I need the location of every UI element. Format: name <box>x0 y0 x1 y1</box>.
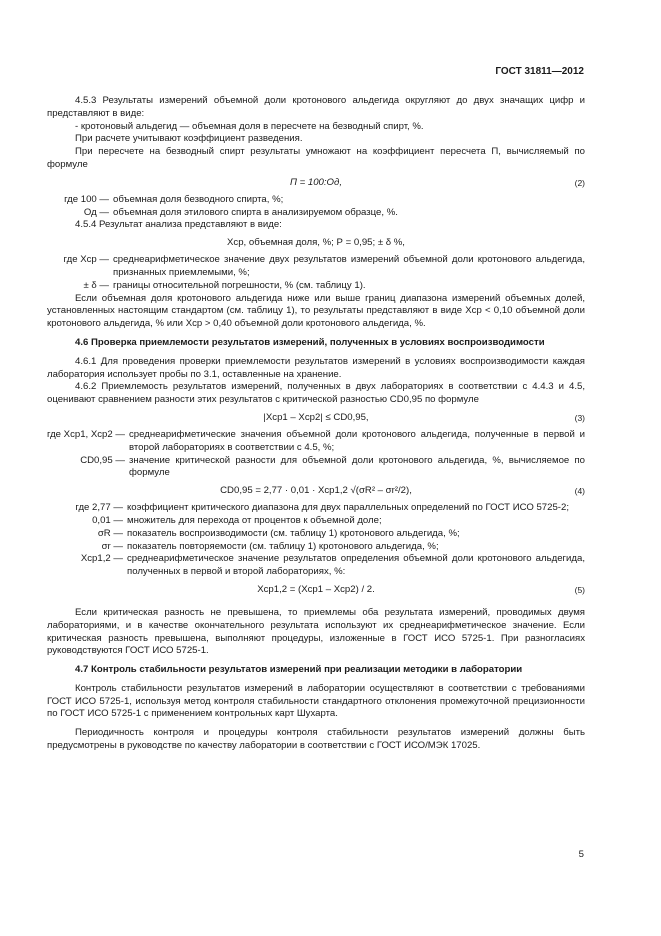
formula-5 <box>47 579 585 607</box>
def-text: значение критической разности для объемной доли кротонового альдегида, %, вычисляемое по формуле <box>129 454 585 479</box>
def-text: множитель для перехода от процентов к объемной доле; <box>127 514 382 526</box>
definitions-formula-4 <box>47 502 585 579</box>
def-text: среднеарифметические значения объемной доли кротонового альдегида, полученные в первой и второй лабораториях в соответствии с 4.5, %; <box>129 428 585 453</box>
paragraph-critical-difference: Если критическая разность не превышена, то приемлемы оба результата измерений, проводимых двумя лабораториями, и в качестве окончательного результата используют их среднеарифметическое значение. Если критическая разность превышена, выполняют процедуры, изложенные в ГОСТ ИСО 5725-1. При разногласиях руководствуются ГОСТ ИСО 5725-1. <box>47 606 585 657</box>
page-number: 5 <box>578 849 584 860</box>
formula-4 <box>47 480 585 502</box>
def-term: где 100 — <box>64 193 109 205</box>
section-heading-4-7: 4.7 Контроль стабильности результатов измерений при реализации методики в лаборатории <box>75 664 523 676</box>
paragraph-4-6-2: 4.6.2 Приемлемость результатов измерений, полученных в двух лабораториях в соответствии с 4.4.3 и 4.5, оценивают сравнением разности этих результатов с критической разностью CD0,95 по формуле <box>47 381 585 406</box>
formula-2-expression: П = 100:Од, <box>290 176 342 188</box>
def-text: среднеарифметическое значение результатов определения объемной доли кротонового альдегида, полученных в первой и второй лабораториях, %: <box>127 553 585 578</box>
formula-4-number: (4) <box>574 486 585 497</box>
def-term: 0,01 — <box>92 514 123 526</box>
paragraph-4-5-4: 4.5.4 Результат анализа представляют в виде: <box>75 219 282 231</box>
def-term: Xср1,2 — <box>80 553 123 565</box>
definitions-result <box>47 254 585 292</box>
page-body <box>47 95 585 753</box>
formula-5-expression: Xср1,2 = (Xср1 – Xср2) / 2. <box>257 583 375 595</box>
formula-3-number: (3) <box>574 412 585 423</box>
paragraph-stability-control: Контроль стабильности результатов измерений в лаборатории осуществляют в соответствии с требованиями ГОСТ ИСО 5725-1, используя метод контроля стабильности стандартного отклонения промежуточной прецизионности по ГОСТ ИСО 5725-1 с применением контрольных карт Шухарта. <box>47 682 585 720</box>
formula-2-number: (2) <box>574 177 585 188</box>
paragraph-out-of-range: Если объемная доля кротонового альдегида ниже или выше границ диапазона измерений объемных долей, установленных настоящим стандартом (см. таблицу 1), то результаты представляют в виде Xср < 0,10 объемной доли кротонового альдегида, % или Xср > 0,40 объемной доли кротонового альдегида, %. <box>47 292 585 330</box>
def-text: показатель воспроизводимости (см. таблицу 1) кротонового альдегида, %; <box>127 527 460 539</box>
paragraph-conversion: При пересчете на безводный спирт результаты умножают на коэффициент пересчета П, вычисляемый по формуле <box>47 146 585 170</box>
result-form <box>47 232 585 254</box>
def-term: CD0,95 — <box>80 454 125 466</box>
formula-3 <box>47 407 585 429</box>
def-term: Од — <box>83 206 109 218</box>
formula-3-expression: |Xср1 – Xср2| ≤ CD0,95, <box>263 411 369 423</box>
def-text: показатель повторяемости (см. таблицу 1) кротонового альдегида, %; <box>127 540 439 552</box>
standard-header: ГОСТ 31811—2012 <box>495 66 584 77</box>
def-term: ± δ — <box>83 279 109 291</box>
def-text: среднеарифметическое значение двух результатов измерений объемной доли кротонового альдегида, признанных приемлемыми, %; <box>113 254 585 278</box>
formula-2 <box>47 172 585 194</box>
def-term: σr — <box>101 540 123 552</box>
def-term: где 2,77 — <box>75 502 123 514</box>
def-term: σR — <box>97 527 123 539</box>
def-text: границы относительной погрешности, % (см. таблицу 1). <box>113 279 366 291</box>
def-term: где Xср1, Xср2 — <box>47 428 125 440</box>
paragraph-periodicity: Периодичность контроля и процедуры контроля стабильности результатов измерений должны быть предусмотрены в руководстве по качеству лаборатории в соответствии с ГОСТ ИСО/МЭК 17025. <box>47 727 585 752</box>
def-text: коэффициент критического диапазона для двух параллельных определений по ГОСТ ИСО 5725-2; <box>127 502 569 514</box>
paragraph-4-5-3: 4.5.3 Результаты измерений объемной доли кротонового альдегида округляют до двух значащих цифр и представляют в виде: <box>47 95 585 119</box>
paragraph-4-6-1: 4.6.1 Для проведения проверки приемлемости результатов измерений в условиях воспроизводимости каждая лаборатория использует пробы по 3.1, оставленные на хранение. <box>47 355 585 380</box>
def-text: объемная доля безводного спирта, %; <box>113 193 284 205</box>
formula-5-number: (5) <box>574 584 585 595</box>
result-form-expression: Xср, объемная доля, %; Р = 0,95; ± δ %, <box>227 237 405 249</box>
definitions-formula-2 <box>47 194 585 220</box>
def-term: где Xср — <box>63 254 109 266</box>
def-text: объемная доля этилового спирта в анализируемом образце, %. <box>113 206 398 218</box>
section-heading-4-6: 4.6 Проверка приемлемости результатов измерений, полученных в условиях воспроизводимости <box>75 336 545 348</box>
list-item-crotonaldehyde: - кротоновый альдегид — объемная доля в пересчете на безводный спирт, %. <box>75 120 424 132</box>
paragraph-dilution: При расчете учитывают коэффициент разведения. <box>75 133 303 145</box>
definitions-formula-3 <box>47 429 585 480</box>
formula-4-expression: CD0,95 = 2,77 · 0,01 · Xср1,2 √(σR² – σr²/2), <box>220 485 412 497</box>
